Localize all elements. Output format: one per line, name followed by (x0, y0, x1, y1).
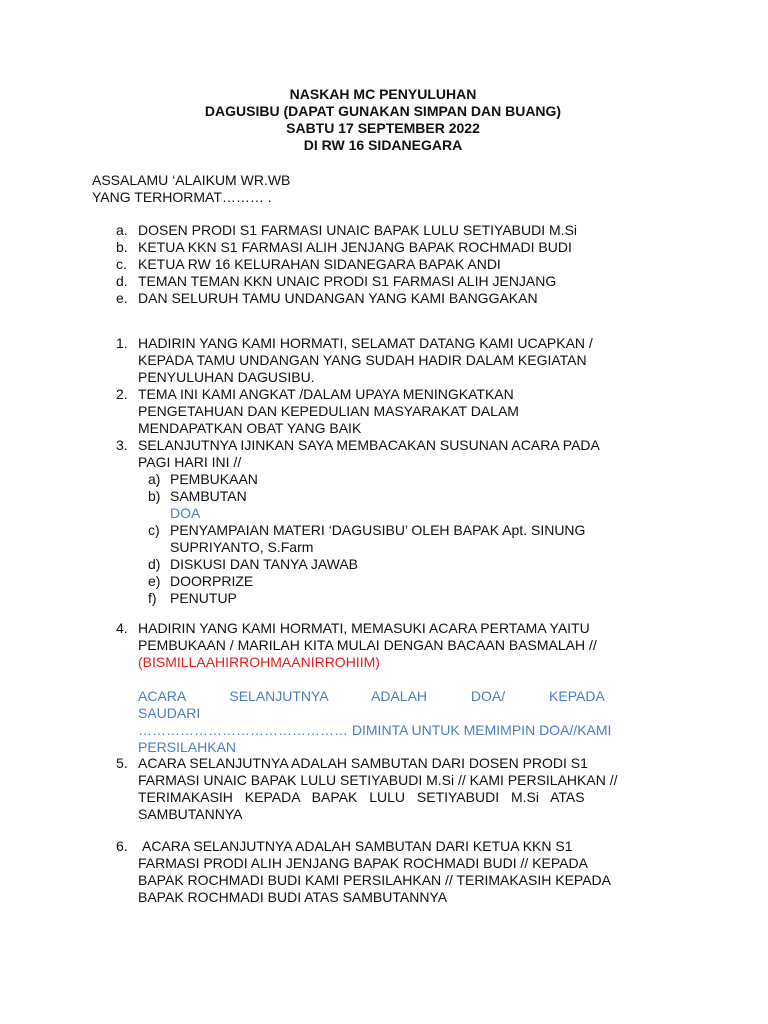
item-6-line-2: FARMASI PRODI ALIH JENJANG BAPAK ROCHMADI BUDI // KEPADA (138, 855, 588, 871)
blue-line-1-text: ACARA SELANJUTNYA ADALAH DOA/ KEPADA SAUDARI (138, 688, 605, 721)
agenda-item (148, 590, 674, 607)
agenda-text: PENUTUP (170, 590, 237, 606)
agenda-text: DOORPRIZE (170, 573, 254, 589)
list-marker: d. (116, 273, 128, 289)
list-marker: c. (116, 256, 127, 272)
item-5-line-1: ACARA SELANJUTNYA ADALAH SAMBUTAN DARI DOSEN PRODI S1 (138, 755, 588, 771)
list-marker: b. (116, 239, 128, 255)
list-item-6 (116, 838, 674, 906)
guest-text: KETUA RW 16 KELURAHAN SIDANEGARA BAPAK ANDI (138, 256, 501, 272)
item-6-line-1-text: ACARA SELANJUTNYA ADALAH SAMBUTAN DARI KETUA KKN S1 (142, 838, 573, 854)
item-2-line-2: PENGETAHUAN DAN KEPEDULIAN MASYARAKAT DALAM (138, 403, 519, 419)
numbered-list-4 (116, 620, 674, 756)
agenda-item (148, 488, 674, 505)
guest-item (116, 273, 696, 290)
item-6-line-3: BAPAK ROCHMADI BUDI KAMI PERSILAHKAN // TERIMAKASIH KEPADA (138, 872, 611, 888)
agenda-text: PENYAMPAIAN MATERI ‘DAGUSIBU’ OLEH BAPAK Apt. SINUNG (170, 522, 586, 538)
item-4-blue-line-3: PERSILAHKAN (138, 739, 237, 755)
item-number: 4. (116, 620, 128, 636)
agenda-item (148, 471, 674, 488)
agenda-item (148, 573, 674, 590)
honor-line: YANG TERHORMAT……… . (92, 189, 272, 205)
item-2-line-1: TEMA INI KAMI ANGKAT /DALAM UPAYA MENINGKATKAN (138, 386, 514, 402)
item-5-line-4: SAMBUTANNYA (138, 806, 243, 822)
guest-text: DAN SELURUH TAMU UNDANGAN YANG KAMI BANGGAKAN (138, 290, 538, 306)
item-6-line-4: BAPAK ROCHMADI BUDI ATAS SAMBUTANNYA (138, 889, 448, 905)
agenda-item (148, 556, 674, 573)
item-number: 1. (116, 335, 128, 351)
guest-item (116, 222, 696, 239)
agenda-marker: c) (148, 522, 160, 538)
agenda-marker: d) (148, 556, 161, 572)
agenda-text: DISKUSI DAN TANYA JAWAB (170, 556, 359, 572)
salam-line: ASSALAMU ‘ALAIKUM WR.WB (92, 172, 291, 188)
item-1-line-1: HADIRIN YANG KAMI HORMATI, SELAMAT DATANG KAMI UCAPKAN / (138, 335, 593, 351)
greeting (92, 172, 290, 206)
item-3-line-2: PAGI HARI INI // (138, 454, 242, 470)
agenda-marker: f) (148, 590, 157, 606)
document-title (92, 86, 674, 154)
item-6-line-1 (138, 838, 674, 855)
agenda-marker: e) (148, 573, 161, 589)
title-line-4: DI RW 16 SIDANEGARA (303, 137, 463, 153)
basmalah-text: (BISMILLAAHIRROHMAANIRROHIIM) (138, 654, 380, 670)
spacer (138, 671, 674, 688)
guest-text: KETUA KKN S1 FARMASI ALIH JENJANG BAPAK ROCHMADI BUDI (138, 239, 572, 255)
agenda-text: SAMBUTAN (170, 488, 247, 504)
numbered-list-1 (116, 335, 674, 607)
agenda-marker: a) (148, 471, 161, 487)
title-line-3: SABTU 17 SEPTEMBER 2022 (286, 120, 480, 136)
guest-text: TEMAN TEMAN KKN UNAIC PRODI S1 FARMASI ALIH JENJANG (138, 273, 557, 289)
guest-item (116, 290, 696, 307)
list-item-2 (116, 386, 674, 437)
item-4-line-1: HADIRIN YANG KAMI HORMATI, MEMASUKI ACARA PERTAMA YAITU (138, 620, 590, 636)
agenda-item (148, 522, 674, 539)
list-item-5 (116, 755, 674, 823)
agenda-extra-doa: DOA (170, 505, 201, 521)
list-marker: a. (116, 222, 128, 238)
item-number: 3. (116, 437, 128, 453)
item-3-line-1: SELANJUTNYA IJINKAN SAYA MEMBACAKAN SUSUNAN ACARA PADA (138, 437, 600, 453)
item-4-blue-line-2: ……………………………………… DIMINTA UNTUK MEMIMPIN DOA//KAMI (138, 722, 612, 738)
title-line-2: DAGUSIBU (DAPAT GUNAKAN SIMPAN DAN BUANG) (204, 103, 562, 119)
guest-list (116, 222, 696, 307)
numbered-list-6 (116, 838, 674, 906)
agenda-continuation: SUPRIYANTO, S.Farm (170, 539, 314, 555)
list-item-1 (116, 335, 674, 386)
item-2-line-3: MENDAPATKAN OBAT YANG BAIK (138, 420, 362, 436)
item-5-line-2: FARMASI UNAIC BAPAK LULU SETIYABUDI M.Si // KAMI PERSILAHKAN // (138, 772, 618, 788)
numbered-list-5 (116, 755, 674, 823)
item-number: 5. (116, 755, 128, 771)
item-1-line-3: PENYULUHAN DAGUSIBU. (138, 369, 315, 385)
item-number: 6. (116, 838, 128, 854)
item-1-line-2: KEPADA TAMU UNDANGAN YANG SUDAH HADIR DALAM KEGIATAN (138, 352, 587, 368)
title-line-1: NASKAH MC PENYULUHAN (289, 86, 477, 102)
item-4-blue-line-1 (138, 688, 674, 722)
guest-item (116, 239, 696, 256)
item-4-line-2: PEMBUKAAN / MARILAH KITA MULAI DENGAN BACAAN BASMALAH // (138, 637, 597, 653)
list-marker: e. (116, 290, 128, 306)
agenda-text: PEMBUKAAN (170, 471, 258, 487)
item-number: 2. (116, 386, 128, 402)
agenda-marker: b) (148, 488, 161, 504)
list-item-3 (116, 437, 674, 471)
list-item-4 (116, 620, 674, 756)
guest-item (116, 256, 696, 273)
guest-text: DOSEN PRODI S1 FARMASI UNAIC BAPAK LULU SETIYABUDI M.Si (138, 222, 578, 238)
item-5-line-3: TERIMAKASIH KEPADA BAPAK LULU SETIYABUDI M.Si ATAS (138, 789, 585, 805)
